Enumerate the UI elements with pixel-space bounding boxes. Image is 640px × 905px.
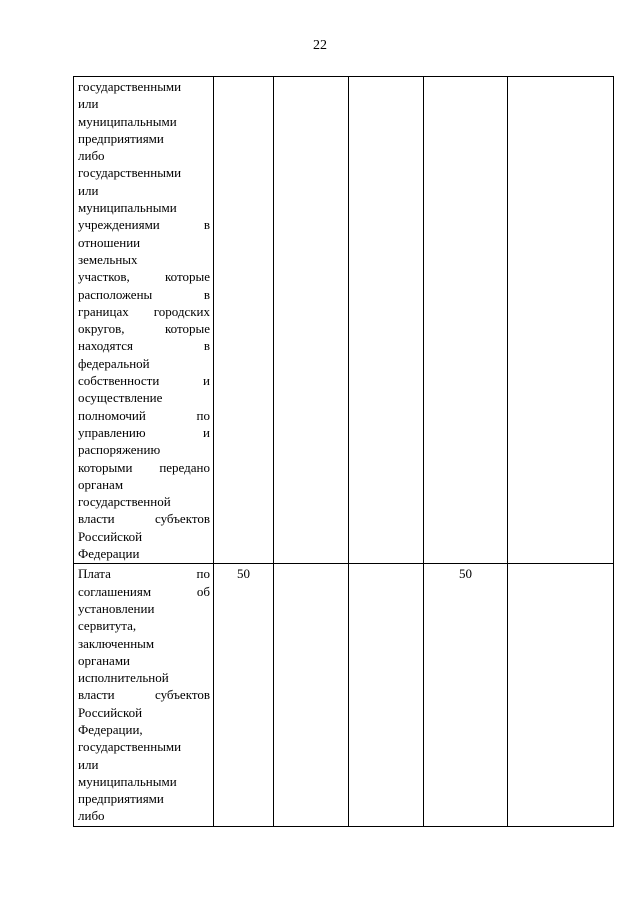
value-cell-2 bbox=[274, 564, 349, 826]
description-line: либо bbox=[78, 148, 105, 164]
value-cell-1 bbox=[214, 564, 274, 826]
description-line: установлении bbox=[78, 600, 155, 616]
description-line: округов, которые bbox=[78, 321, 210, 337]
description-line: государственными bbox=[78, 165, 182, 181]
description-line: или bbox=[78, 96, 99, 112]
value-cell-1 bbox=[214, 77, 274, 564]
description-line: предприятиями bbox=[78, 791, 164, 807]
description-line: расположены в bbox=[78, 286, 210, 302]
description-line: находятся в bbox=[78, 338, 210, 354]
value-cell-3 bbox=[349, 77, 424, 564]
description-line: муниципальными bbox=[78, 113, 177, 129]
description-line: органами bbox=[78, 652, 131, 668]
row-description-cell bbox=[74, 564, 214, 826]
description-line: осуществление bbox=[78, 390, 163, 406]
page-number: 22 bbox=[313, 38, 327, 53]
description-line: муниципальными bbox=[78, 773, 177, 789]
data-table bbox=[73, 76, 614, 827]
value-text: 50 bbox=[459, 566, 472, 582]
value-text bbox=[214, 77, 273, 78]
value-text bbox=[349, 564, 423, 565]
table-row bbox=[74, 564, 614, 826]
value-cell-2 bbox=[274, 77, 349, 564]
value-text bbox=[508, 77, 613, 78]
description-line: полномочий по bbox=[78, 407, 210, 423]
description-line: Федерации, bbox=[78, 721, 143, 737]
description-line: государственными bbox=[78, 79, 182, 94]
description-line: отношении bbox=[78, 234, 141, 250]
value-cell-4 bbox=[424, 77, 508, 564]
description-line: соглашениям об bbox=[78, 583, 210, 599]
value-text bbox=[349, 77, 423, 78]
description-line: собственности и bbox=[78, 373, 210, 389]
description-line: которыми передано bbox=[78, 459, 210, 475]
description-line: муниципальными bbox=[78, 200, 177, 216]
description-line: или bbox=[78, 182, 99, 198]
value-text bbox=[424, 77, 507, 78]
description-line: государственными bbox=[78, 739, 182, 755]
value-cell-5 bbox=[508, 564, 614, 826]
value-text bbox=[508, 564, 613, 565]
description-line: власти субъектов bbox=[78, 687, 210, 703]
value-cell-5 bbox=[508, 77, 614, 564]
description-line: сервитута, bbox=[78, 618, 137, 634]
description-line: распоряжению bbox=[78, 442, 161, 458]
value-text: 50 bbox=[237, 566, 250, 582]
description-line: органам bbox=[78, 476, 124, 492]
description-line: Плата по bbox=[78, 566, 210, 582]
description-line: управлению и bbox=[78, 424, 210, 440]
description-line: власти субъектов bbox=[78, 511, 210, 527]
description-line: Федерации bbox=[78, 546, 140, 562]
description-line: предприятиями bbox=[78, 130, 164, 146]
description-line: исполнительной bbox=[78, 670, 169, 686]
row-description-cell bbox=[74, 77, 214, 564]
description-line: учреждениями в bbox=[78, 217, 210, 233]
description-line: Российской bbox=[78, 704, 143, 720]
description-line: границах городских bbox=[78, 303, 210, 319]
table-row bbox=[74, 77, 614, 564]
description-line: государственной bbox=[78, 494, 171, 510]
table-body bbox=[74, 77, 614, 827]
description-line: земельных bbox=[78, 251, 138, 267]
description-line: заключенным bbox=[78, 635, 155, 651]
description-line: или bbox=[78, 756, 99, 772]
value-cell-3 bbox=[349, 564, 424, 826]
value-text bbox=[274, 77, 348, 78]
description-line: федеральной bbox=[78, 355, 150, 371]
value-text bbox=[274, 564, 348, 565]
value-cell-4 bbox=[424, 564, 508, 826]
description-line: участков, которые bbox=[78, 269, 210, 285]
description-line: либо bbox=[78, 808, 105, 824]
description-line: Российской bbox=[78, 528, 143, 544]
